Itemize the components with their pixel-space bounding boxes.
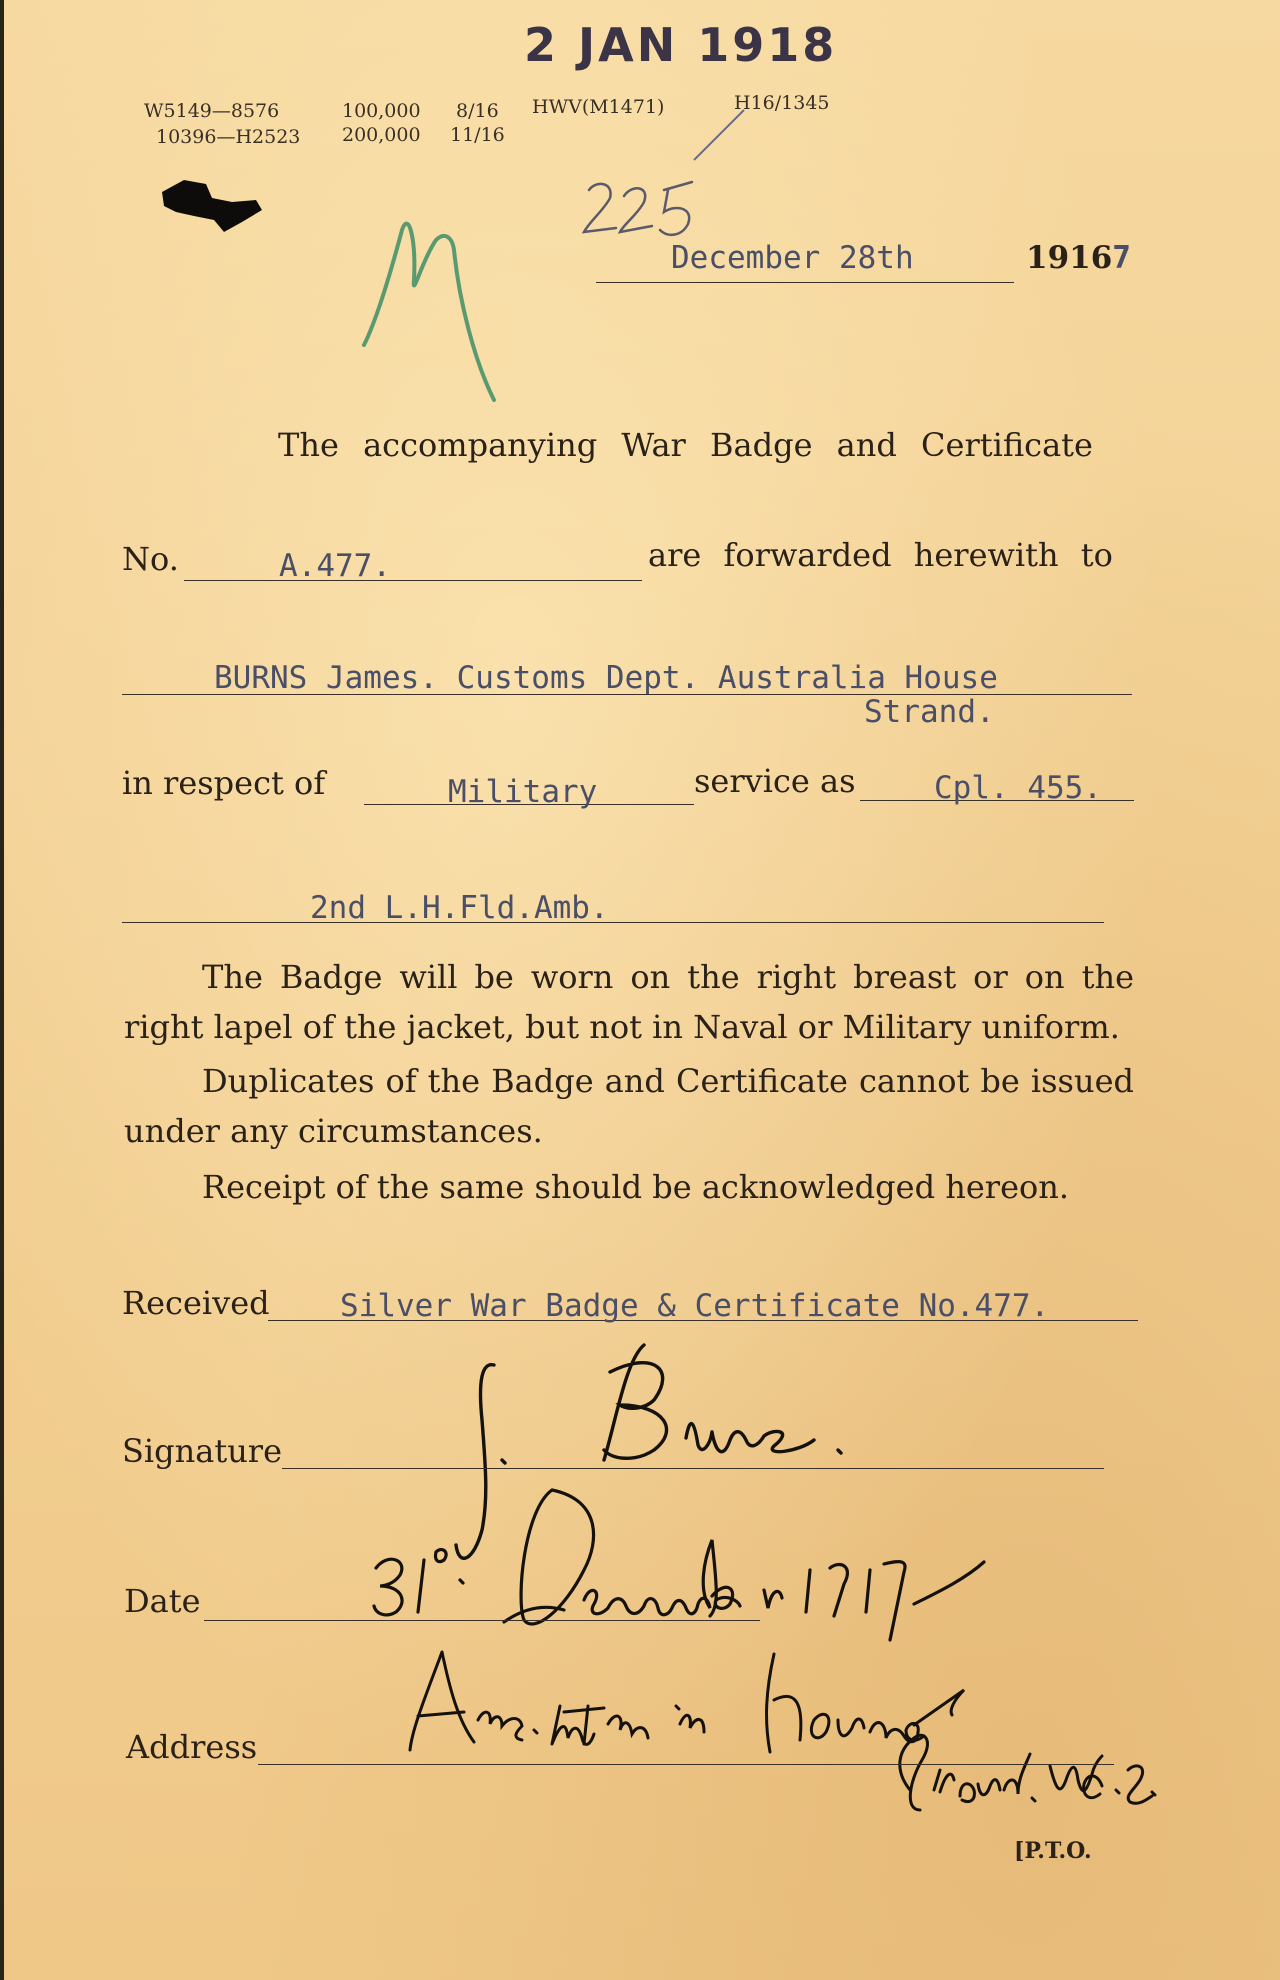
received-label: Received xyxy=(122,1284,270,1322)
respect-typed: Military xyxy=(448,774,598,810)
intro-text: The accompanying War Badge and Certificate xyxy=(278,426,1093,464)
respect-label: in respect of xyxy=(122,764,326,802)
date-underline xyxy=(596,282,1014,283)
recipient-typed-line2: Strand. xyxy=(864,694,995,730)
receipt-instruction: Receipt of the same should be acknowledged hereon. xyxy=(202,1168,1070,1206)
address-text xyxy=(604,1700,612,1701)
green-pencil-mark xyxy=(364,224,494,400)
print-ref-date-2: 11/16 xyxy=(450,124,505,146)
date-label: Date xyxy=(124,1582,201,1620)
date-year-overwrite: 7 xyxy=(1112,240,1131,276)
address-text-line2 xyxy=(954,1780,961,1781)
address-underline xyxy=(258,1764,1114,1765)
date-year xyxy=(1026,240,1131,276)
print-ref-printer: HWV(M1471) xyxy=(532,96,665,118)
badge-wear-instructions: The Badge will be worn on the right breast or on the right lapel of the jacket, but not in Naval or Military uniform. xyxy=(124,958,1134,1046)
date-sign-underline xyxy=(204,1620,760,1621)
no-underline xyxy=(184,580,642,581)
forwarded-text: are forwarded herewith to xyxy=(648,536,1113,574)
signature-handwriting xyxy=(456,1345,841,1558)
signature-underline xyxy=(282,1468,1104,1469)
pencil-number-225 xyxy=(584,182,692,235)
print-ref-form: H16/1345 xyxy=(734,92,830,114)
service-label: service as xyxy=(694,762,856,800)
unit-typed: 2nd L.H.Fld.Amb. xyxy=(310,890,609,926)
signature-label: Signature xyxy=(122,1432,283,1470)
date-text xyxy=(604,1560,615,1561)
date-stamp: 2 JAN 1918 xyxy=(524,18,838,72)
duplicates-notice: Duplicates of the Badge and Certificate cannot be issued under any circumstances. xyxy=(124,1062,1134,1150)
address-label: Address xyxy=(126,1728,258,1766)
print-ref-qty-2: 200,000 xyxy=(342,124,421,146)
signature-text xyxy=(694,1410,698,1411)
recipient-typed-line1: BURNS James. Customs Dept. Australia House xyxy=(214,660,998,696)
received-typed: Silver War Badge & Certificate No.477. xyxy=(340,1288,1050,1324)
no-label: No. xyxy=(122,540,179,578)
print-ref-code-1: W5149—8576 xyxy=(144,100,280,122)
address-handwriting xyxy=(410,1652,1155,1810)
date-typed: December 28th xyxy=(671,240,914,276)
badge-number-typed: A.477. xyxy=(279,548,391,584)
print-ref-date-1: 8/16 xyxy=(456,100,499,122)
print-ref-qty-1: 100,000 xyxy=(342,100,421,122)
date-year-printed: 1916 xyxy=(1026,240,1113,276)
print-ref-code-2: 10396—H2523 xyxy=(156,126,301,148)
unit-underline xyxy=(122,922,1104,923)
pto-note: [P.T.O. xyxy=(1014,1838,1092,1864)
date-handwriting xyxy=(374,1490,984,1640)
service-typed: Cpl. 455. xyxy=(934,770,1102,806)
